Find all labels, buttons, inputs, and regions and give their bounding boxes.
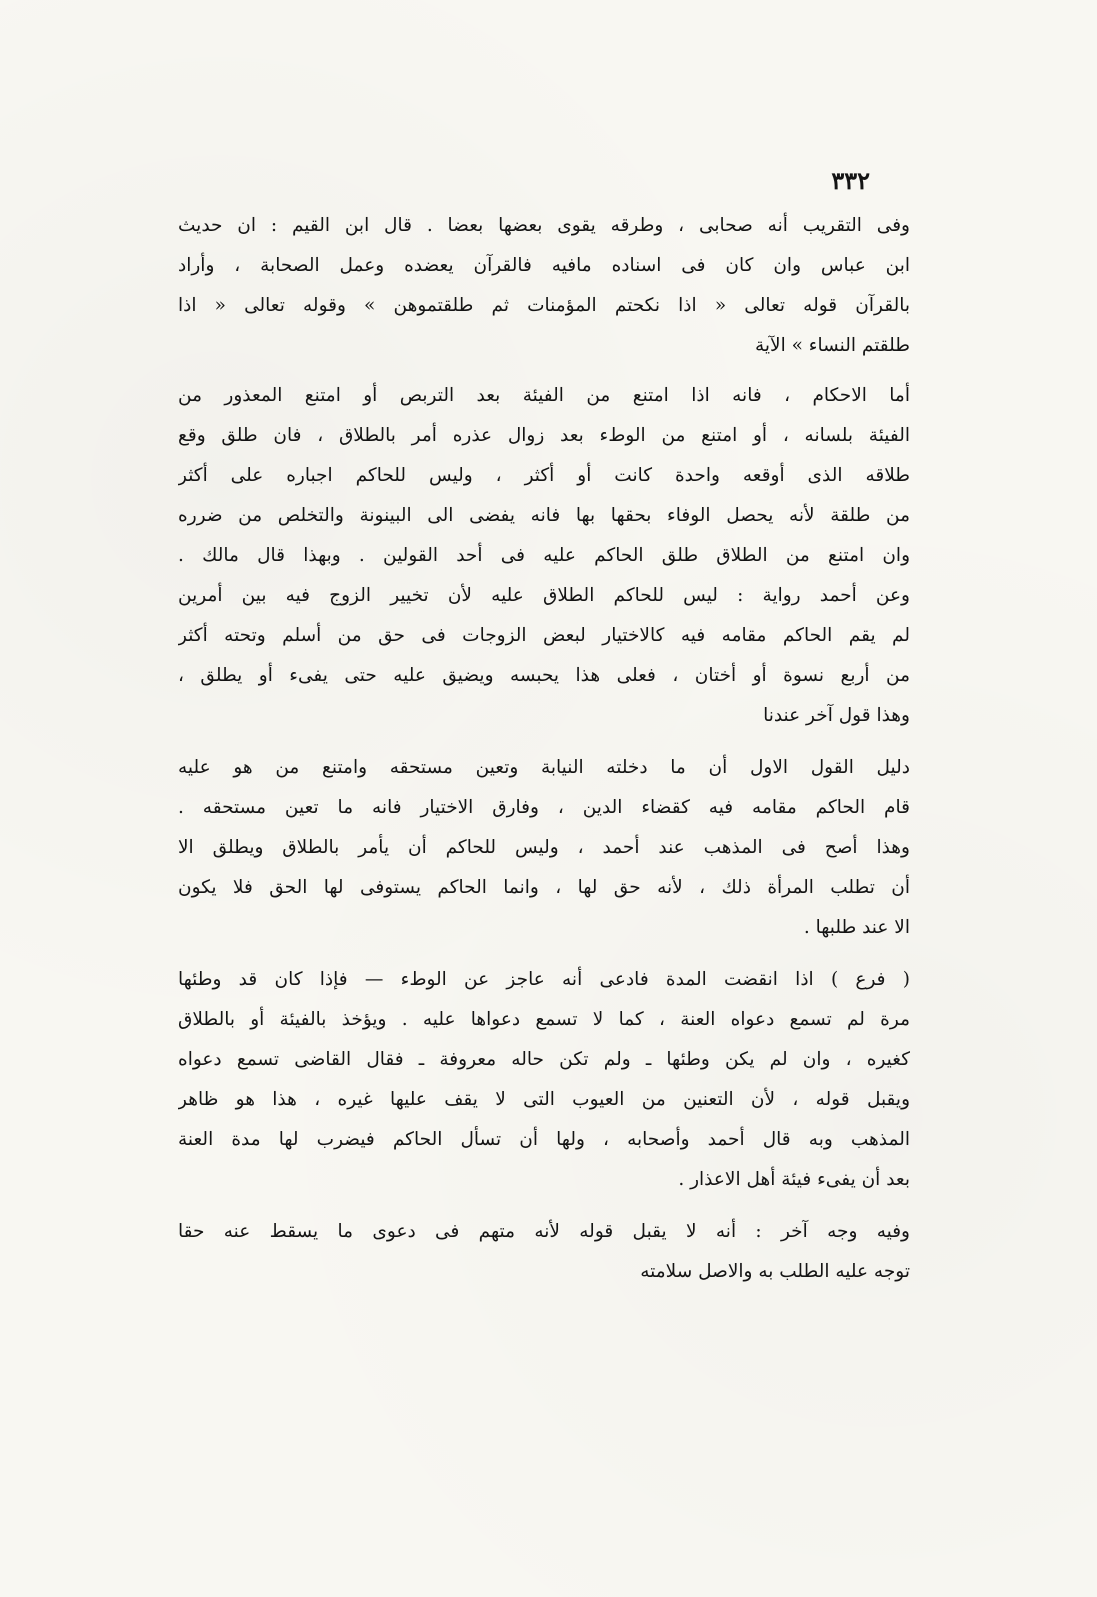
text-line: وهذا قول آخر عندنا [763,705,910,726]
paragraph-2 [178,376,910,736]
text-line: ويقبل قوله ، لأن التعنين من العيوب التى لا يقف عليها غيره ، هذا هو ظاهر [178,1089,910,1110]
paragraph-5 [178,1212,910,1292]
text-line: المذهب وبه قال أحمد وأصحابه ، ولها أن تسأل الحاكم فيضرب لها مدة العنة [178,1129,910,1150]
text-line: دليل القول الاول أن ما دخلته النيابة وتعين مستحقه وامتنع من هو عليه [178,757,910,778]
text-line: بالقرآن قوله تعالى « اذا نكحتم المؤمنات ثم طلقتموهن » وقوله تعالى « اذا [178,295,910,316]
text-line: من طلقة لأنه يحصل الوفاء بحقها بها فانه يفضى الى البينونة والتخلص من ضرره [178,505,910,526]
text-line: ابن عباس وان كان فى اسناده مافيه فالقرآن يعضده وعمل الصحابة ، وأراد [178,255,910,276]
text-line: طلقتم النساء » الآية [754,335,910,356]
text-line: الفيئة بلسانه ، أو امتنع من الوطء بعد زوال عذره أمر بالطلاق ، فان طلق وقع [178,425,910,446]
paragraph-3 [178,748,910,948]
text-line: من أربع نسوة أو أختان ، فعلى هذا يحبسه ويضيق عليه حتى يفىء أو يطلق ، [178,665,910,686]
text-line: الا عند طلبها . [803,917,910,938]
text-line: كغيره ، وان لم يكن وطئها ـ ولم تكن حاله معروفة ـ فقال القاضى تسمع دعواه [178,1049,910,1070]
text-line: بعد أن يفىء فيئة أهل الاعذار . [678,1169,910,1190]
body-text [178,206,910,1302]
text-line: مرة لم تسمع دعواه العنة ، كما لا تسمع دعواها عليه . ويؤخذ بالفيئة أو بالطلاق [178,1009,910,1030]
text-line: وفى التقريب أنه صحابى ، وطرقه يقوى بعضها بعضا . قال ابن القيم : ان حديث [178,215,910,236]
page-number: ٣٣٢ [831,166,870,195]
text-line: أما الاحكام ، فانه اذا امتنع من الفيئة بعد التربص أو امتنع المعذور من [178,385,910,406]
text-line: لم يقم الحاكم مقامه فيه كالاختيار لبعض الزوجات فى حق من أسلم وتحته أكثر [178,625,910,646]
paragraph-1 [178,206,910,366]
paragraph-4 [178,960,910,1200]
text-line: توجه عليه الطلب به والاصل سلامته [640,1261,910,1282]
text-line: قام الحاكم مقامه فيه كقضاء الدين ، وفارق الاختيار فانه ما تعين مستحقه . [178,797,910,818]
text-line: طلاقه الذى أوقعه واحدة كانت أو أكثر ، وليس للحاكم اجباره على أكثر [178,465,910,486]
text-line: وان امتنع من الطلاق طلق الحاكم عليه فى أحد القولين . وبهذا قال مالك . [178,545,910,566]
text-line: وهذا أصح فى المذهب عند أحمد ، وليس للحاكم أن يأمر بالطلاق ويطلق الا [178,837,910,858]
text-line: وعن أحمد رواية : ليس للحاكم الطلاق عليه لأن تخيير الزوج فيه بين أمرين [178,585,910,606]
text-line: ( فرع ) اذا انقضت المدة فادعى أنه عاجز عن الوطء — فإذا كان قد وطئها [178,969,910,990]
text-line: أن تطلب المرأة ذلك ، لأنه حق لها ، وانما الحاكم يستوفى لها الحق فلا يكون [178,877,910,898]
text-line: وفيه وجه آخر : أنه لا يقبل قوله لأنه متهم فى دعوى ما يسقط عنه حقا [178,1221,910,1242]
